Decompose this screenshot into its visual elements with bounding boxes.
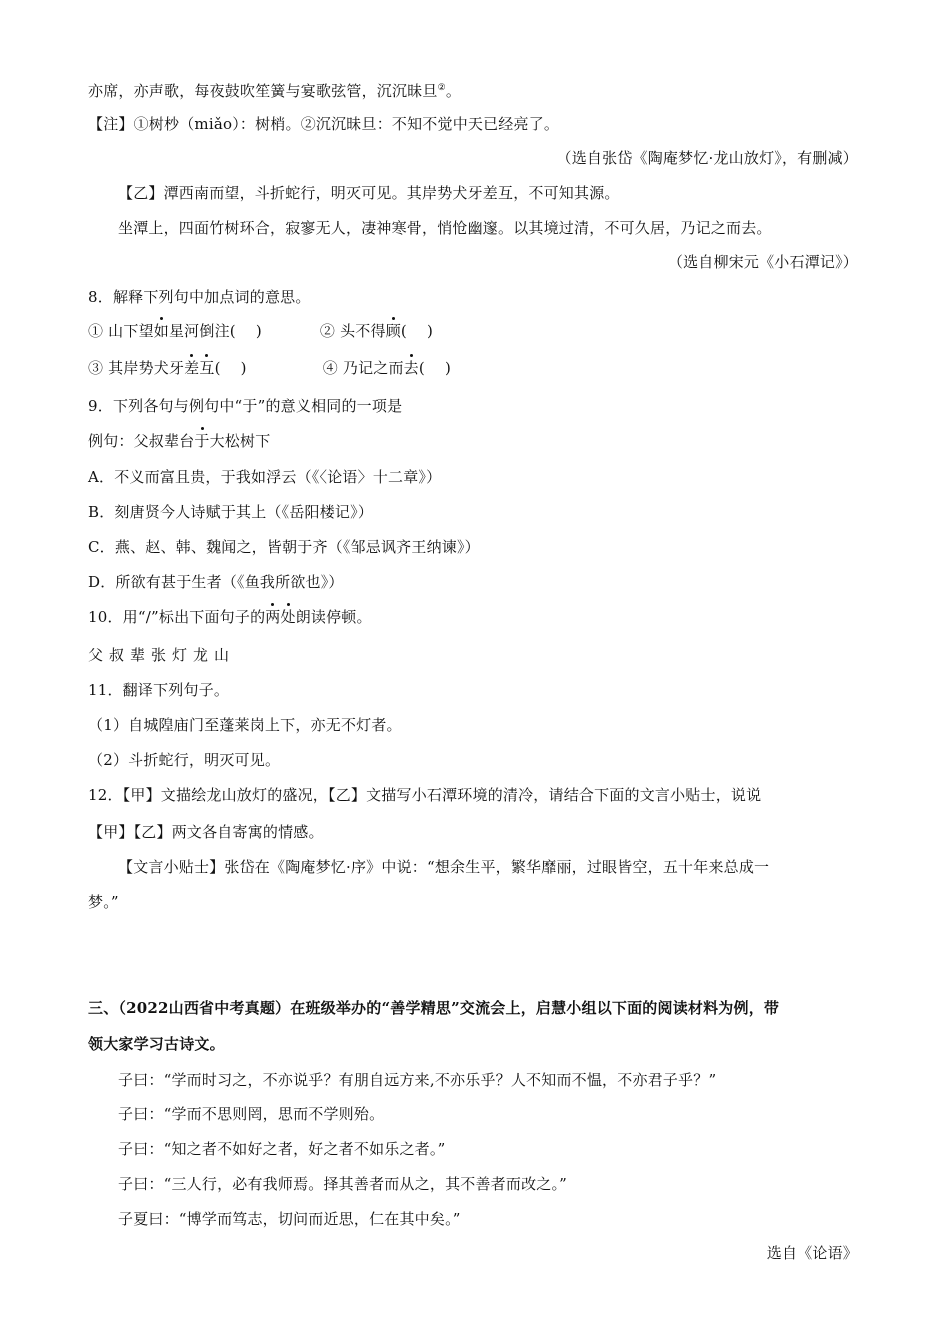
- q8-item2: [320, 322, 433, 340]
- q8-item3-close: ): [240, 359, 247, 377]
- q8-item2-text-post: (: [400, 322, 407, 340]
- question-11-stem: 11．翻译下列句子。: [88, 681, 230, 699]
- question-11-item2: （2）斗折蛇行，明灭可见。: [88, 751, 281, 769]
- lunyu-quote-4: 子曰：“三人行，必有我师焉。择其善者而从之，其不善者而改之。”: [118, 1175, 568, 1193]
- question-12-stem-line1: 12．【甲】文描绘龙山放灯的盛况，【乙】文描写小石潭环境的清冷，请结合下面的文言小贴士，说说: [88, 786, 762, 804]
- q8-item2-text: ② 头不得: [319, 322, 386, 340]
- footnote-marker: ②: [437, 83, 446, 93]
- q10-stem-text-post: 朗读停顿。: [295, 608, 372, 626]
- q8-item3-text-post: (: [214, 359, 221, 377]
- q8-item2-dotted-word: 顾: [385, 322, 401, 340]
- question-12-stem-line2: 【甲】【乙】两文各自寄寓的情感。: [88, 823, 324, 841]
- q10-dotted-word-1: 两: [265, 608, 281, 626]
- q8-item3-dotted-word-2: 互: [199, 359, 215, 377]
- q9-option-c[interactable]: C．燕、赵、韩、魏闻之，皆朝于齐（《邹忌讽齐王纳谏》）: [88, 538, 480, 556]
- q9-example-text: 例句：父叔辈台: [88, 432, 195, 450]
- q8-item1: [88, 322, 262, 340]
- question-10-sentence[interactable]: 父叔辈张灯龙山: [88, 646, 236, 664]
- annotation-notes: 【注】①树杪（miǎo）：树梢。②沉沉昧旦：不知不觉中天已经亮了。: [88, 115, 560, 133]
- lunyu-quote-1: 子曰：“学而时习之，不亦说乎？有朋自远方来,不亦乐乎？人不知而不愠，不亦君子乎？”: [118, 1071, 717, 1089]
- q10-stem-text: 10．用“/”标出下面句子的: [88, 608, 266, 626]
- q8-item1-text-post: 星河倒注(: [168, 322, 236, 340]
- question-10-stem: [88, 607, 372, 627]
- q9-option-b[interactable]: B．刻唐贤今人诗赋于其上（《岳阳楼记》）: [88, 503, 374, 521]
- section-3-heading-line1: 三、（2022山西省中考真题）在班级举办的“善学精思”交流会上，启慧小组以下面的阅读材料为例，带: [88, 999, 780, 1017]
- q8-item1-dotted-word: 如: [153, 322, 169, 340]
- passage-jia-tail: [88, 78, 461, 101]
- q9-option-a[interactable]: A．不义而富且贵，于我如浮云（《〈论语〉十二章》）: [88, 468, 442, 486]
- passage-yi-para2: 坐潭上，四面竹树环合，寂寥无人，凄神寒骨，悄怆幽邃。以其境过清，不可久居，乃记之而去。: [118, 219, 772, 237]
- q8-item4-text: ④ 乃记之而: [322, 359, 404, 377]
- question-9-stem: 9．下列各句与例句中“于”的意义相同的一项是: [88, 397, 403, 415]
- question-8-stem: 8．解释下列句中加点词的意思。: [88, 288, 311, 306]
- passage-jia-last-line: 亦席，亦声歌，每夜鼓吹笙簧与宴歌弦管，沉沉昧旦: [88, 82, 438, 100]
- q8-item4-text-post: (: [418, 359, 425, 377]
- q9-example-text-post: 大松树下: [209, 432, 271, 450]
- source-citation-lunyu: 选自《论语》: [766, 1244, 858, 1262]
- lunyu-quote-5: 子夏曰：“博学而笃志，切问而近思，仁在其中矣。”: [118, 1210, 461, 1228]
- q8-item4: [323, 359, 451, 377]
- lunyu-quote-2: 子曰：“学而不思则罔，思而不学则殆。: [118, 1105, 385, 1123]
- question-8-row2: [88, 358, 451, 378]
- source-citation-jia: （选自张岱《陶庵梦忆·龙山放灯》，有删减）: [556, 149, 858, 167]
- q9-example-dotted-word: 于: [194, 432, 210, 450]
- question-8-row1: [88, 321, 433, 341]
- q8-item2-close: ): [426, 322, 434, 340]
- q8-item3-text: ③ 其岸势犬牙: [88, 359, 185, 377]
- q8-item3: [88, 359, 247, 377]
- q8-item1-text: ① 山下望: [88, 322, 154, 340]
- q9-option-d[interactable]: D．所欲有甚于生者（《鱼我所欲也》）: [88, 573, 344, 591]
- source-citation-yi: （选自柳宋元《小石潭记》）: [667, 253, 858, 271]
- q8-item3-dotted-word-1: 差: [184, 359, 200, 377]
- lunyu-quote-3: 子曰：“知之者不如好之者，好之者不如乐之者。”: [118, 1140, 446, 1158]
- q8-item4-dotted-word: 去: [403, 359, 419, 377]
- q8-item1-close: ): [255, 322, 262, 340]
- sentence-end: 。: [445, 82, 462, 100]
- question-12-tip-line1: 【文言小贴士】张岱在《陶庵梦忆·序》中说：“想余生平，繁华靡丽，过眼皆空，五十年来总成一: [118, 858, 770, 876]
- section-3-heading-line2: 领大家学习古诗文。: [88, 1035, 225, 1053]
- question-9-example: [88, 431, 270, 451]
- question-12-tip-line2: 梦。”: [88, 893, 119, 911]
- q8-item4-close: ): [444, 359, 451, 377]
- passage-yi-para1: 【乙】潭西南而望，斗折蛇行，明灭可见。其岸势犬牙差互，不可知其源。: [118, 184, 620, 202]
- q10-dotted-word-2: 处: [280, 608, 296, 626]
- question-11-item1: （1）自城隍庙门至蓬莱岗上下，亦无不灯者。: [88, 716, 402, 734]
